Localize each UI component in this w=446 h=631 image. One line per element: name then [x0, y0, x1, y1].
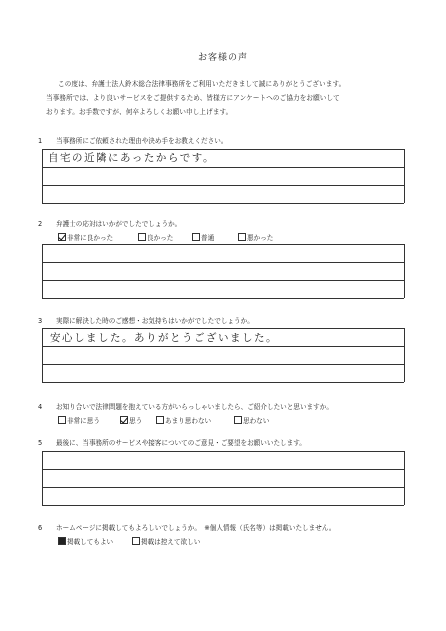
option-average[interactable]: 普通	[192, 232, 214, 242]
question-number: 3	[38, 317, 43, 325]
checkbox-checked-icon[interactable]	[120, 416, 128, 424]
question-3	[38, 315, 254, 325]
option-strongly-agree[interactable]: 非常に思う	[58, 415, 100, 425]
question-text: 最後に、当事務所のサービスや接客についてのご意見・ご要望をお願いいたします。	[56, 439, 306, 447]
question-number: 5	[38, 439, 43, 447]
question-2	[38, 218, 181, 228]
checkbox-icon[interactable]	[192, 233, 200, 241]
option-disagree[interactable]: 思わない	[234, 415, 269, 425]
question-5	[38, 437, 306, 447]
options-q2	[58, 232, 378, 242]
checkbox-icon[interactable]	[138, 233, 146, 241]
intro-text	[46, 77, 416, 119]
checkbox-checked-icon[interactable]	[58, 233, 66, 241]
option-allow-publish[interactable]: 掲載してもよい	[58, 536, 113, 546]
question-text: ホームページに掲載してもよろしいでしょうか。 ※個人情報（氏名等）は掲載いたしません。	[56, 524, 336, 532]
question-4	[38, 401, 333, 411]
option-not-much[interactable]: あまり思わない	[156, 415, 211, 425]
checkbox-icon[interactable]	[58, 416, 66, 424]
option-very-good[interactable]: 非常に良かった	[58, 232, 113, 242]
page-title: お客様の声	[197, 53, 248, 63]
question-text: 当事務所にご依頼された理由や決め手をお教えください。	[56, 137, 228, 145]
question-number: 2	[38, 220, 43, 228]
option-bad[interactable]: 悪かった	[238, 232, 273, 242]
option-decline-publish[interactable]: 掲載は控えて欲しい	[132, 536, 200, 546]
checkbox-filled-icon[interactable]	[58, 537, 66, 545]
question-text: 実際に解決した時のご感想・お気持ちはいかがでしたでしょうか。	[56, 317, 254, 325]
question-text: 弁護士の応対はいかがでしたでしょうか。	[56, 220, 182, 228]
intro-line-1: この度は、弁護士法人鈴木総合法律事務所をご利用いただきまして誠にありがとうございます。	[58, 80, 346, 88]
option-good[interactable]: 良かった	[138, 232, 173, 242]
answer-area-5[interactable]	[42, 451, 404, 505]
intro-line-2: 当事務所では、より良いサービスをご提供するため、皆様方にアンケートへのご協力をお願いして	[46, 94, 340, 102]
checkbox-icon[interactable]	[238, 233, 246, 241]
checkbox-icon[interactable]	[132, 537, 140, 545]
question-text: お知り合いで法律問題を抱えている方がいらっしゃいましたら、ご紹介したいと思いますか。	[56, 403, 333, 411]
handwritten-answer-1: 自宅の近隣にあったからです。	[48, 152, 215, 164]
question-number: 4	[38, 403, 43, 411]
intro-line-3: おります。お手数ですが、何卒よろしくお願い申し上げます。	[46, 108, 233, 116]
question-1	[38, 135, 227, 145]
question-number: 6	[38, 524, 43, 532]
question-6	[38, 522, 335, 532]
handwritten-answer-3: 安心しました。ありがとうございました。	[50, 332, 278, 344]
answer-area-2[interactable]	[42, 244, 404, 298]
options-q6	[58, 536, 278, 546]
option-agree[interactable]: 思う	[120, 415, 142, 425]
question-number: 1	[38, 137, 43, 145]
options-q4	[58, 415, 378, 425]
checkbox-icon[interactable]	[156, 416, 164, 424]
checkbox-icon[interactable]	[234, 416, 242, 424]
